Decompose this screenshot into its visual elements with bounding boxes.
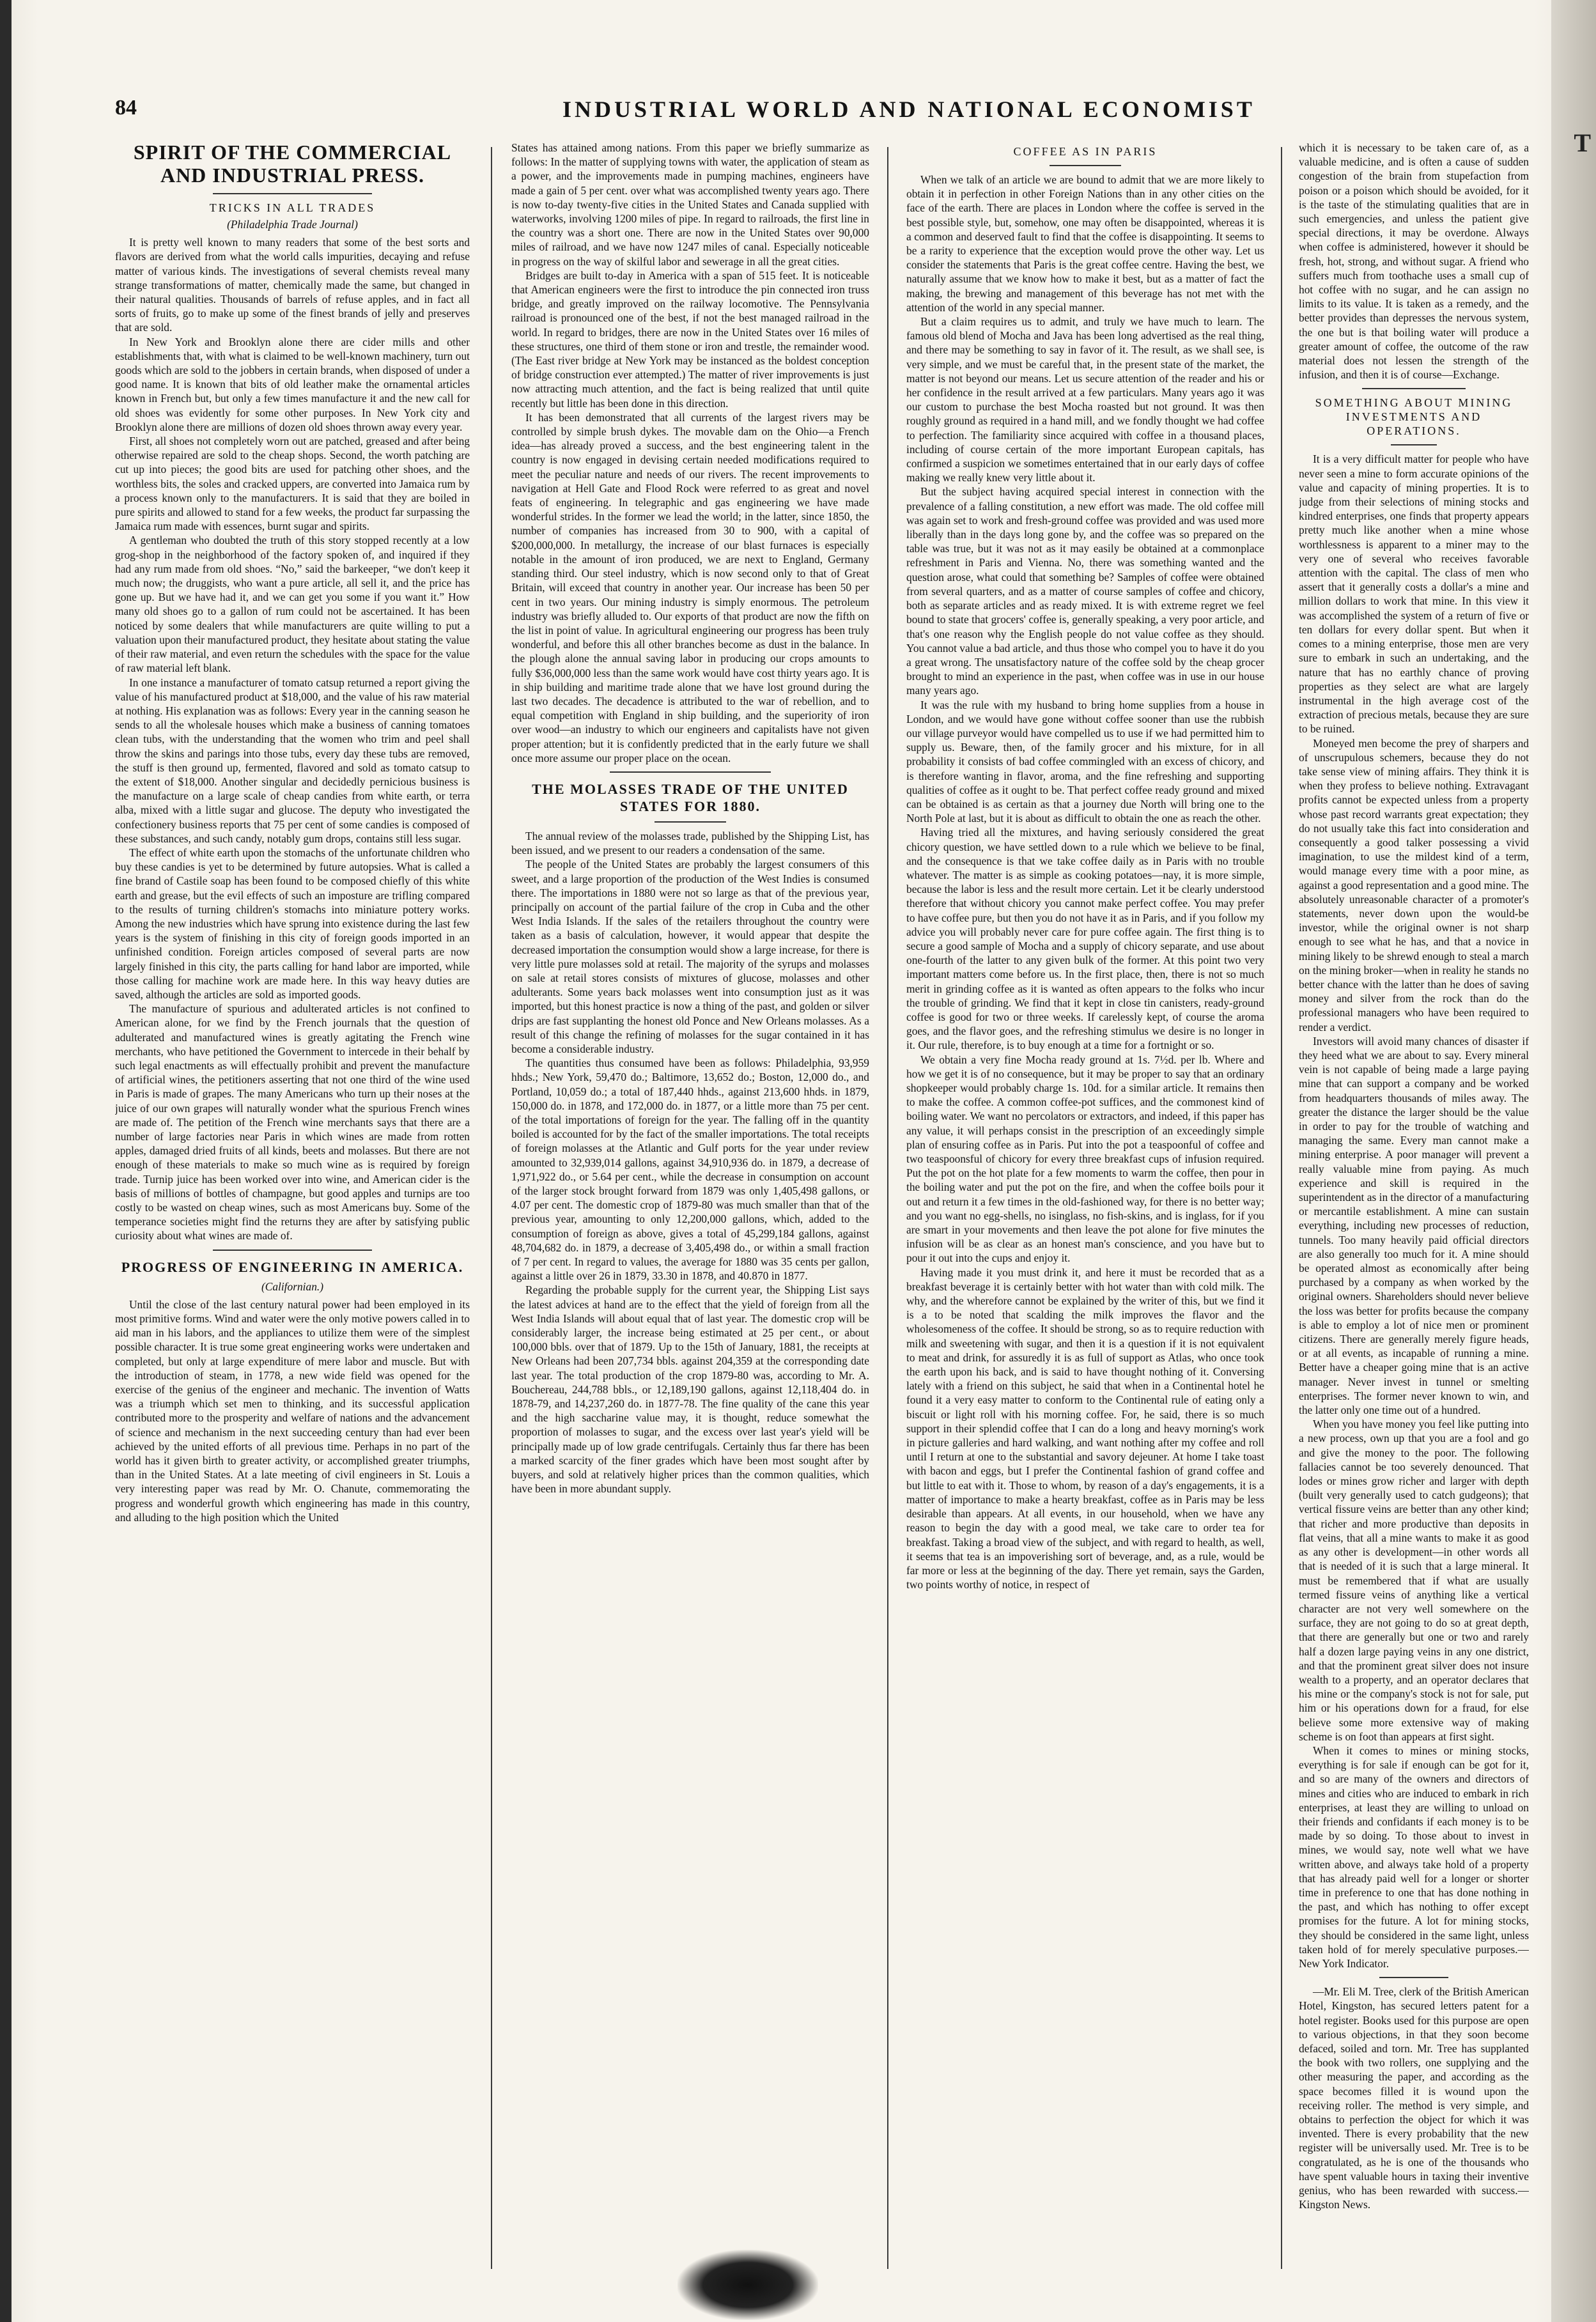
paragraph: The people of the United States are probably the largest consumers of this sweet, and a large proportion of the production of the West Indies is consumed there. The importations in 1880 were not so large as that of the previous year, principally on account of the partial failure of the crop in Cuba and the other West India Islands. If the sales of the retailers throughout the country were taken as a basis of calculation, however, it would appear that despite the decreased importation the consumption would show a large increase, for there is very little pure molasses sold at retail. The majority of the syrups and molasses on sale at retail stores consists of mixtures of glucose, molasses and other adulterants. Some years back molasses went into consumption just as it was imported, but this honest practice is now a thing of the past, and golden or silver drips are fast supplanting the honest old Ponce and New Orleans molasses. As a result of this change the refining of molasses for the sugar contained in it has become a considerable industry. [511, 858, 869, 1055]
ink-smudge [678, 2250, 818, 2320]
paragraph: The quantities thus consumed have been as follows: Philadelphia, 93,959 hhds.; New York, 59,470 do.; Baltimore, 13,652 do.; Boston, 12,000 do., and Portland, 10,059 do.; a total of 187,440 hhds., against 213,600 hhds. in 1879, 150,000 do. in 1878, and 172,000 do. in 1877, or a little more than 75 per cent. of the total importations of foreign for the year. The falling off in the quantity boiled is accounted for by the fact of the smaller importations. The total receipts of foreign molasses at the Atlantic and Gulf ports for the year under review amounted to 32,939,014 gallons, against 34,910,936 do. in 1879, a decrease of 1,971,922 do., or 5.64 per cent., while the decrease in consumption on account of the larger stock brought forward from 1879 was only 1,405,498 gallons, or 4.07 per cent. The domestic crop of 1879-80 was much smaller than that of the previous year, amounting to only 12,200,000 gallons, which, added to the consumption of foreign as above, gives a total of 45,299,184 gallons, against 48,704,682 do. in 1879, a decrease of 3,405,498 do., or within a small fraction of 7 per cent. In regard to values, the average for 1880 was 35 cents per gallon, against a little over 26 in 1879, 33.30 in 1878, and 40.870 in 1877. [511, 1057, 869, 1283]
article-body-engineering-continued [511, 141, 869, 765]
paragraph: States has attained among nations. From this paper we briefly summarize as follows: In the matter of supplying towns with water, the application of steam as a power, and the improvements made in pumping machines, engineers have made a gain of 5 per cent. over what was accomplished twenty years ago. There is now to-day twenty-five cities in the United States and Canada supplied with waterworks, involving 1200 miles of pipe. In regard to railroads, the first line in the country was a short one. There are now in the United States over 90,000 miles of railroad, and we have now 1247 miles of canal. Especially noticeable in progress on the way of skilful labor and sewerage in all the great cities. [511, 141, 869, 268]
paragraph: Regarding the probable supply for the current year, the Shipping List says the latest advices at hand are to the effect that the yield of foreign from all the West India Islands will about equal that of last year. The domestic crop will be considerably larger, the increase being estimated at 25 per cent., or about 100,000 bbls. over that of 1879. Up to the 15th of January, 1881, the receipts at New Orleans had been 207,734 bbls. against 204,359 at the corresponding date last year. The total production of the crop 1879-80 was, according to Mr. A. Bouchereau, 244,788 bbls., or 12,189,190 gallons, against 12,118,404 do. in 1878-79, and 14,237,260 do. in 1877-78. The fine quality of the cane this year and the high saccharine value may, it is thought, reduce somewhat the proportion of molasses to sugar, and the excess over last year's yield will be principally made up of low grade centrifugals. Certainly thus far there has been a marked scarcity of the finer grades which have been most sought after by buyers, and sold at relatively higher prices than the common qualities, which have been in more abundant supply. [511, 1283, 869, 1496]
article-body-coffee-continued [1299, 141, 1529, 382]
article-source: (Californian.) [261, 1280, 324, 1293]
paragraph: First, all shoes not completely worn out are patched, greased and after being otherwise repaired are sold to the cheap shops. Second, the worth patching are cut up into pieces; the good bits are used for patching other shoes, and the worthless bits, the soles and cracked uppers, are converted into Jamaica rum by a process known only to the manufacturers. It is said that they are boiled in pure spirits and allowed to stand for a few weeks, the product far surpassing the Jamaica rum made with essences, burnt sugar and spirits. [115, 435, 470, 533]
page-binding-edge [0, 0, 12, 2322]
paragraph: We obtain a very fine Mocha ready ground at 1s. 7½d. per lb. Where and how we get it is of no consequence, but it may be proper to say that an ordinary shopkeeper would probably charge 1s. 10d. for a similar article. It remains then to make the coffee. A common coffee-pot suffices, and the commonest kind of boiling water. We want no percolators or extractors, and indeed, if this paper has any value, it will perhaps consist in the prescription of an exceedingly simple plan of ensuring coffee as in Paris. Put into the pot a teaspoonful of coffee and two teaspoonsful of chicory for every three breakfast cups of infusion required. Put the pot on the hot plate for a few moments to warm the coffee, then pour in the boiling water and put the pot on the fire, and when the coffee boils pour it out and return it a few times in the old-fashioned way, for there is no better way; and you want no egg-shells, no isinglass, no fish-skins, and is inglass, for if you are smart in your movements and then leave the pot alone for five minutes the infusion will be as clear as an honest man's conscience, and you have but to pour it out into the cups and enjoy it. [906, 1053, 1264, 1265]
column-rule [491, 147, 492, 2269]
adjacent-page-edge [1551, 0, 1596, 2322]
column-rule [1281, 147, 1282, 2269]
article-title-progress-of-engineering: PROGRESS OF ENGINEERING IN AMERICA. [121, 1258, 464, 1275]
paragraph: Having made it you must drink it, and here it must be recorded that as a breakfast beverage it is certainly better with hot water than with cold milk. The why, and the wherefore cannot be explained by the writer of this, but we find it is a to be noted that scalding the milk improves the flavor and the wholesomeness of the coffee. It should be strong, so as to require reduction with milk and sweetening with sugar, and then it is a question if it is not equivalent to meat and drink, for assuredly it is as full of support as Atlas, who once took the earth upon his back, and is said to have thought nothing of it. Conversing lately with a friend on this subject, he said that when in a Continental hotel he found it a very easy matter to conform to the Continental rule of eating only a biscuit or light roll with his morning coffee. For, he said, there is so much support in their splendid coffee that I can do a long and heavy morning's work in picture galleries and hard walking, and want nothing after my coffee and roll until I return at one to the substantial and savory dejeuner. At home I take toast with bacon and eggs, but I prefer the Continental fashion of grand coffee and but little to eat with it. Those to whom, by reason of a day's engagements, it is a matter of importance to make a hearty breakfast, coffee as in Paris may be less desirable than appears. At all events, in our household, when we have any reason to begin the day with a good meal, we take care to order tea for breakfast. Taking a broad view of the subject, and with regard to health, as well, it seems that tea is an impoverishing sort of beverage, and, as a rule, would be far more or less at the beginning of the day. There yet remain, says the Garden, two points worthy of notice, in respect of [906, 1265, 1264, 1591]
paragraph: Bridges are built to-day in America with a span of 515 feet. It is noticeable that American engineers were the first to introduce the pin connected iron truss bridge, and greatly improved on the railway locomotive. The Pennsylvania railroad is pronounced one of the best, if not the best managed railroad in the world. In regard to bridges, there are now in the United States over 16 miles of these structures, one third of them stone or iron and trestle, the remainder wood. (The East river bridge at New York may be instanced as the boldest conception of bridge construction ever attempted.) The matter of river improvements is just now attracting much attention, and the fact is being realized that until quite recently but little has been done in this direction. [511, 268, 869, 410]
paragraph: —Mr. Eli M. Tree, clerk of the British American Hotel, Kingston, has secured letters patent for a hotel register. Books used for this purpose are open to various objections, in that they soon become defaced, soiled and torn. Mr. Tree has supplanted the book with two rollers, one supplying and the other measuring the paper, and according as the space becomes filled it is wound upon the receiving roller. The method is very simple, and obtains to perfection the object for which it was invented. There is every probability that the new register will be universally used. Mr. Tree is to be congratulated, as he is one of the thousands who have spent valuable hours in taxing their inventive genius, who has been rewarded with success.—Kingston News. [1299, 1985, 1529, 2211]
paragraph: When we talk of an article we are bound to admit that we are more likely to obtain it in perfection in other Foreign Nations than in any other cities on the face of the earth. There are places in London where the coffee is served in the best possible style, but, somehow, one may often be disappointed, whereas it is a common and deserved fault to find that the coffee is disappointing. It seems to be a rarity to experience that the exception would prove the other way. Let us consider the statements that Paris is the great coffee centre. Having the best, we naturally assume that we know how to make it best, but as a matter of fact the making, the brewing and management of this beverage has not met with the attention of the world in any special manner. [906, 173, 1264, 314]
column-2 [511, 141, 869, 2269]
paragraph: Investors will avoid many chances of disaster if they heed what we are about to say. Every mineral vein is not capable of being made a large paying mine that can support a company and be worked from headquarters thousands of miles away. The greater the distance the larger should be the value in order to pay for the trouble of watching and managing the same. Every man cannot make a mining enterprise. A poor manager will prevent a really valuable mine from paying. As much experience and skill is required in the superintendent as in the director of a manufacturing or mercantile establishment. A mine can sustain everything, including new processes of reduction, tunnels. Too many heavily paid official directors are also generally too much for it. A mine should be operated almost as economically after being purchased by a company as when worked by the original owners. Shareholders should never believe the loss was better for profits because the company is able to employ a lot of nice men or prominent citizens. There are generally merely figure heads, or at all events, as incapable of running a mine. Better have a cheaper going mine that is an active manager. Never invest in tunnel or smelting enterprises. The former never known to win, and the latter only one time out of a hundred. [1299, 1034, 1529, 1417]
divider [1391, 444, 1437, 445]
divider [655, 821, 726, 823]
article-source: (Philadelphia Trade Journal) [227, 218, 358, 231]
divider [1050, 165, 1121, 166]
divider [213, 193, 373, 194]
column-3 [906, 141, 1264, 2269]
column-4 [1299, 141, 1529, 2269]
article-body-mining [1299, 452, 1529, 1970]
column-1 [115, 141, 470, 2269]
paragraph: It has been demonstrated that all currents of the largest rivers may be controlled by simple brush dykes. The movable dam on the Ohio—a French idea—has already proved a success, and the best engineering talent in the country is now engaged in devising certain needed modifications required to meet the peculiar nature and needs of our rivers. The recent improvements to navigation at Hell Gate and Flood Rock were referred to as great and novel feats of engineering. In telegraphic and gas engineering we have made wonderful strides. In the former we lead the world; in the latter, since 1850, the number of companies has increased from 30 to 900, with a capital of $200,000,000. In metallurgy, the increase of our blast furnaces is especially notable in the amount of iron produced, we are next to England, Germany standing third. Our steel industry, which is now second only to that of Great Britain, will exceed that country in another year. Our increase has been 50 per cent in two years. Our mining industry is simply enormous. The petroleum industry was briefly alluded to. Our exports of that product are now the fifth on the list in point of value. In agricultural engineering our progress has been truly wonderful, and before this all other branches become as dust in the balance. In the plough alone the annual saving labor in producing our crops amounts to fully $36,000,000 less than the same work would have cost thirty years ago. It is in ship building and maritime trade alone that we have lost ground during the last two decades. The decadence is attributed to the war of rebellion, and to equal competition with England in ship building, and the superiority of iron over wood—an industry to which our engineers and capitalists have not given proper attention; but it is confidently predicted that in the early future we shall once more assume our proper place on the ocean. [511, 410, 869, 764]
divider [1379, 1977, 1448, 1978]
paragraph: But a claim requires us to admit, and truly we have much to learn. The famous old blend of Mocha and Java has been long advertised as the real thing, and there may be something to say in favor of it. The result, as we shall see, is very simple, and we must be careful that, in the present state of the market, the matter is not beyond our means. Let us secure attention of the reader and his or her confidence in the result arrived at a few particulars. Many years ago it was our custom to purchase the best Mocha roasted but not ground. It was then roughly ground as required in a hand mill, and we fondly thought we had coffee to perfection. The familiarity since acquired with coffee in a thousand places, including of course certain of the more important European capitals, has confirmed a suspicion we sometimes entertained that in our early days of coffee making we really knew very little about it. [906, 315, 1264, 484]
adjacent-page-letter: T [1574, 128, 1591, 157]
paragraph: But the subject having acquired special interest in connection with the prevalence of a falling constitution, a new effort was made. The old coffee mill was again set to work and fresh-ground coffee was provided and was used more liberally than in the days long gone by, and the coffee was so prepared on the table was true, but it was not as it may easily be obtained at a commonplace refreshment in Paris and Vienna. No, there was something wanted and the question arose, what could that something be? Samples of coffee were obtained from several quarters, and as a matter of course samples of coffee and chicory, both as separate articles and as ready mixed. It is with extreme regret we feel bound to state that grocers' coffee is, generally speaking, a very poor article, and that's one reason why the English people do not value coffee as they should. You cannot value a bad article, and thus those who compel you to have it do you a great wrong. The unsatisfactory nature of the coffee sold by the cheap grocer brought to mind an experience in the past, when coffee was in use in our house many years ago. [906, 485, 1264, 697]
paragraph: In New York and Brooklyn alone there are cider mills and other establishments that, with what is claimed to be well-known machinery, turn out goods which are sold to the jobbers in certain brands, when disposed of under a good name. It is known that bits of old leather make the ornamental articles known in French but, but only a few times manufacture it and the new call for old shoes was evidently for some other purposes. In New York city and Brooklyn alone there are millions of dozen old shoes thrown away every year. [115, 335, 470, 433]
paragraph: It was the rule with my husband to bring home supplies from a house in London, and we would have gone without coffee sooner than use the rubbish our village purveyor would have compelled us to use if we had permitted him to supply us. Beware, then, of the family grocer and his mixture, for in all probability it consists of bad coffee commingled with an excess of chicory, and is therefore wanting in flavor, aroma, and the fine refreshing and supporting qualities of coffee as it ought to be. That perfect coffee ready ground and mixed can be obtained is as certain as that a journey due North will bring one to the North Pole at last, but it is about as difficult to obtain the one as reach the other. [906, 698, 1264, 825]
paragraph: Moneyed men become the prey of sharpers and of unscrupulous schemers, because they do not take sense view of mining affairs. They think it is when they profess to believe nothing. Extravagant profits cannot be expected unless from a property whose past record warrants great expectation; they do not usually take this fact into consideration and consequently a good talker possessing a vivid imagination, to use the mildest kind of a term, would manage every time with a poor mine, as against a good representation and a good mine. The absolutely unreasonable character of a promoter's statements, never down upon the would-be investor, while the original owner is not sharp enough to see what he has, and that a novice in mining likely to be shrewd enough to steal a march on the mining broker—when in reality he stands no better chance with the latter than he does of saving money and silver from the rock than do the professional managers who have been required to render a verdict. [1299, 736, 1529, 1033]
divider [610, 771, 771, 773]
paragraph: When it comes to mines or mining stocks, everything is for sale if enough can be got for it, and so are many of the owners and directors of mines and cities who are induced to embark in rich enterprises, at least they are willing to unload on their friends and confidants if each money is to be made by so doing. To those about to invest in mines, we would say, note well what we have written above, and always take hold of a property that has already paid well for a longer or shorter time in preference to one that has done nothing in the past, and which has nothing to offer except promises for the future. A lot for mining stocks, they should be considered in the same light, unless taken hold of for merely speculative purposes.—New York Indicator. [1299, 1744, 1529, 1970]
article-body-hotel-register [1299, 1985, 1529, 2211]
article-title-tricks-in-all-trades: TRICKS IN ALL TRADES [209, 201, 376, 214]
article-title-molasses-trade: THE MOLASSES TRADE OF THE UNITED STATES FOR 1880. [532, 780, 849, 814]
article-body-tricks [115, 235, 470, 1242]
paragraph: It is pretty well known to many readers that some of the best sorts and flavors are derived from what the world calls impurities, decaying and refuse matter of various kinds. The investigations of several chemists reveal many strange transformations of matter, chemically made the same, but changed in their natural qualities. Thousands of barrels of refuse apples, and in fact all sorts of fruits, go to make up some of the finest brands of jelly and preserves that are sold. [115, 236, 470, 334]
paragraph: When you have money you feel like putting into a new process, own up that you are a fool and go and give the money to the poor. The following fallacies cannot be too severely denounced. That lodes or mines grow richer and larger with depth (built very generally used to catch gudgeons); that vertical fissure veins are better than any other kind; that richer and more productive than deposits in flat veins, that all a mine wants to make it as good as any other is development—in other words all that is needed of it is such that a large mineral. It must be remembered that if what are usually termed fissure veins of anything like a vertical character are not very well somewhere on the surface, they are not going to do so at great depth, that there are generally but one or two and rarely half a dozen large paying veins in any one district, and that the prominent great silver does not insure wealth to a property, and an operator declares that his mine or the company's stock is not for sale, put him or his operations down for a fraud, for else believe some more extensive way of making scheme is on foot than appears at first sight. [1299, 1418, 1529, 1743]
paragraph: The manufacture of spurious and adulterated articles is not confined to American alone, for we find by the French journals that the question of adulterated and manufactured wines is greatly agitating the French wine merchants, who have petitioned the Government to intercede in their behalf by such legal enactments as will effectually prohibit and prevent the manufacture of artificial wines, the petitioners asserting that not one third of the wine used in Paris is made of grapes. The many Americans who turn up their noses at the juice of our own grapes will naturally wonder what the spurious French wines are made of. The petition of the French wine merchants says that there are a number of large factories near Paris in which wines are made from rotten apples, damaged dried fruits of all kinds, beets and molasses. But there are not enough of these materials to make so much wine as is required by foreign trade. Turnip juice has been worked over into wine, and American cider is the basis of millions of bottles of champagne, but good apples and turnips are too costly to be wasted on cheap wines, such as most Americans buy. Some of the temperance societies might find the returns they are after by satisfying public curiosity about what wines are made of. [115, 1002, 470, 1242]
column-rule [887, 147, 888, 2269]
paragraph: Until the close of the last century natural power had been employed in its most primitive forms. Wind and water were the only motive powers called in to aid man in his labors, and the appliances to utilize them were of the simplest possible character. It is true some great engineering works were undertaken and completed, but only at large expenditure of mere labor and muscle. But with the introduction of steam, in 1778, a new wide field was opened for the exercise of the genius of the engineer and mechanic. The invention of Watts was a triumph which set men to thinking, and its successful application contributed more to the prosperity and welfare of nations and the advancement of science and mechanism in the next succeeding century than had ever been achieved by the united efforts of all previous time. Perhaps in no part of the world has it given birth to greater activity, or accomplished greater triumphs, than in the United States. At a late meeting of civil engineers in St. Louis a very interesting paper was read by Mr. O. Chanute, commemorating the progress and wonderful growth which engineering has made in this country, and alluding to the high position which the United [115, 1297, 470, 1524]
article-body-molasses [511, 829, 869, 1496]
article-title-mining-investments: SOMETHING ABOUT MINING INVESTMENTS AND OPERATIONS. [1315, 396, 1513, 438]
paragraph: which it is necessary to be taken care of, as a valuable medicine, and is often a cause of sudden congestion of the brain from stupefaction from poison or a poison which should be avoided, for it is the taste of the stimulating qualities that are in such emergencies, and unless the patient give special directions, it may be overdone. Always when coffee is administered, however it should be fresh, hot, strong, and without sugar. A friend who suffers much from toothache uses a small cup of hot coffee with no sugar, and he can assign no limits to its value. It is taken as a remedy, and the better provides than depresses the nervous system, the one but is that boiling water will produce a greater amount of coffee, the outcome of the raw material does not lessen the strength of the infusion, and then it is of course—Exchange. [1299, 141, 1529, 382]
paragraph: It is a very difficult matter for people who have never seen a mine to form accurate opinions of the value and capacity of mining properties. It is to judge from their selections of mining stocks and kindred enterprises, one finds that property appears pretty much like another when a mine whose worthlessness is apparent to a miner may to the very one of several who receives favorable attention with the capital. The class of men who assert that it generally costs a dollar's a mine and million dollars to work that mine. In this view it was accomplished the system of a return of five or ten dollars for every dollar spent. But when it comes to a mining enterprise, those men are very sure to embark in such an undertaking, and the nature that has no earthly chance of proving properties as they select are what are largely instrumental in the high average cost of the extraction of precious metals, because they are sure to be ruined. [1299, 453, 1529, 736]
article-title-coffee-as-in-paris: COFFEE AS IN PARIS [1013, 145, 1158, 158]
paragraph: In one instance a manufacturer of tomato catsup returned a report giving the value of his manufactured product at $18,000, and the value of his raw material at nothing. His explanation was as follows: Every year in the canning season he sends to all the wholesale houses which make a business of canning tomatoes clean tubs, with the understanding that the women who trim and peel shall throw the skins and parings into those tubs, every day these tubs are removed, the stuff is then ground up, fermented, flavored and sold as tomato catsup to the extent of $18,000. Another singular and decidedly pernicious business is the manufacture on a large scale of cheap candies from white earth, or terra alba, mixed with a little sugar and glucose. The deputy who investigated the confectionery business reports that 75 per cent of some candies is composed of these substances, and such candy, notably gum drops, contains still less sugar. [115, 676, 470, 845]
section-title: SPIRIT OF THE COMMERCIAL AND INDUSTRIAL PRESS. [133, 141, 452, 187]
paragraph: The annual review of the molasses trade, published by the Shipping List, has been issued, and we present to our readers a condensation of the same. [511, 829, 869, 857]
article-body-engineering [115, 1297, 470, 1524]
page-number: 84 [115, 96, 137, 120]
article-body-coffee [906, 173, 1264, 1591]
paragraph: Having tried all the mixtures, and having seriously considered the great chicory question, we have settled down to a rule which we believe to be final, and the consequence is that we take coffee daily as in Paris with no trouble whatever. The matter is as simple as cooking potatoes—nay, it is more simple, because the labor is less and the result more certain. Let it be clearly understood therefore that without chicory you cannot make perfect coffee. You may prefer to have coffee pure, but then you do not have it as in Paris, and if you follow my advice you will probably never care for pure coffee again. The first thing is to secure a good sample of Mocha and a supply of chicory separate, and use about one-fourth of the latter to any given bulk of the former. At this point two very important matters come before us. In the first place, then, there is not so much merit in grinding coffee as it is wanted as often appears to the folks who incur the trouble of grinding. We find that it kept in close tin canisters, ready-ground coffee is good for two or three weeks. If carelessly kept, of course the aroma goes, and the flavor goes, and the refreshing stimulus we desire is no longer in it. Our rule, therefore, is to buy enough at a time for a fortnight or so. [906, 826, 1264, 1052]
paragraph: A gentleman who doubted the truth of this story stopped recently at a low grog-shop in the neighborhood of the factory spoken of, and inquired if they had any rum made from old shoes. “No,” said the barkeeper, “we don't keep it much now; the druggists, who want a pure article, all sell it, and the price has gone up. But we have had it, and we can get you some if you want it.” How many old shoes go to a gallon of rum could not be ascertained. It has been noticed by some dealers that while manufacturers are quite willing to put a valuation upon their manufactured product, they hesitate about stating the value of their raw material, and even return the schedules with the space for the value of raw material left blank. [115, 534, 470, 675]
divider [1362, 388, 1466, 389]
running-title: INDUSTRIAL WORLD AND NATIONAL ECONOMIST [562, 97, 1255, 122]
paragraph: The effect of white earth upon the stomachs of the unfortunate children who buy these candies is yet to be determined by future autopsies. What is called a fine brand of Castile soap has been found to be composed chiefly of this white earth and grease, but the evil effects of such an imposture are trifling compared to the results of turning children's stomachs into miniature pottery works. Among the new industries which have sprung into existence during the last few years is the system of finishing in this city of foreign goods imported in an unfinished condition. Foreign articles composed of several parts are now largely finished in this city, the parts calling for hand labor are imported, while those calling for machine work are made here. In this way heavy duties are saved, although the articles are sold as imported goods. [115, 846, 470, 1001]
divider [213, 1250, 373, 1251]
